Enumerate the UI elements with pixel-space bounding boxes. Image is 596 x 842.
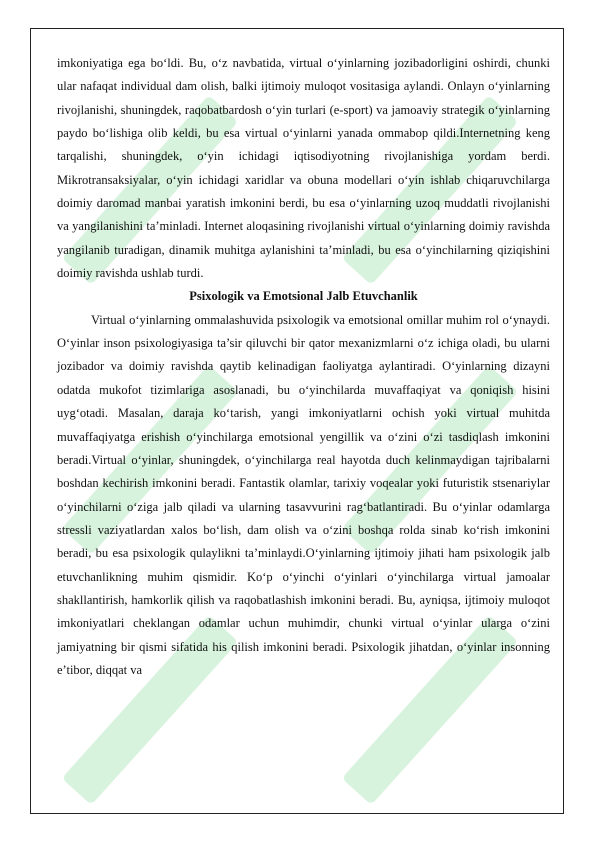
paragraph-1: imkoniyatiga ega bo‘ldi. Bu, o‘z navbatida, virtual o‘yinlarning jozibadorligini oshirdi, chunki ular nafaqat individual dam olish, balki ijtimoiy muloqot vositasiga aylandi. Onlayn o‘yinlarning rivojlanishi, shuningdek, raqobatbardosh o‘yin turlari (e-sport) va jamoaviy strategik o‘yinlarning paydo bo‘lishiga olib keldi, bu esa virtual o‘yinlarni yanada ommabop qildi.Internetning keng tarqalishi, shuningdek, o‘yin ichidagi iqtisodiyotning rivojlanishiga yordam berdi. Mikrotransaksiyalar, o‘yin ichidagi xaridlar va obuna modellari o‘yin ishlab chiqaruvchilarga doimiy daromad manbai yaratish imkonini berdi, bu esa o‘yinlarning uzoq muddatli rivojlanishi va yangilanishini ta’minladi. Internet aloqasining rivojlanishi virtual o‘yinlarning doimiy ravishda yangilanib turadigan, dinamik muhitga aylanishini ta’minladi, bu esa o‘yinchilarning qiziqishini doimiy ravishda ushlab turdi. — [57, 56, 550, 281]
document-body — [57, 52, 550, 682]
paragraph-2: Virtual o‘yinlarning ommalashuvida psixologik va emotsional omillar muhim rol o‘ynaydi. O‘yinlar inson psixologiyasiga ta’sir qiluvchi bir qator mexanizmlarni o‘z ichiga oladi, bu ularni jozibador va doimiy ravishda qaytib kelinadigan faoliyatga aylantiradi. O‘yinlarning dizayni odatda mukofot tizimlariga asoslanadi, bu o‘yinchilarda muvaffaqiyat va qoniqish hisini uyg‘otadi. Masalan, daraja ko‘tarish, yangi imkoniyatlarni ochish yoki virtual muhitda muvaffaqiyatga erishish o‘yinchilarga emotsional yengillik va o‘zini o‘zi tasdiqlash imkonini beradi.Virtual o‘yinlar, shuningdek, o‘yinchilarga real hayotda duch kelinmaydigan tajribalarni boshdan kechirish imkonini beradi. Fantastik olamlar, tarixiy voqealar yoki futuristik stsenariylar o‘yinchilarni o‘ziga jalb qiladi va ularning tasavvurini rag‘batlantiradi. Bu o‘yinlar odamlarga stressli vaziyatlardan xalos bo‘lish, dam olish va o‘zini boshqa rolda sinab ko‘rish imkonini beradi, bu esa psixologik qulaylikni ta’minlaydi.O‘yinlarning ijtimoiy jihati ham psixologik jalb etuvchanlikning muhim qismidir. Ko‘p o‘yinchi o‘yinlari o‘yinchilarga virtual jamoalar shakllantirish, hamkorlik qilish va raqobatlashish imkonini beradi. Bu, ayniqsa, ijtimoiy muloqot imkoniyatlari cheklangan odamlar uchun muhimdir, chunki virtual o‘yinlar ularga o‘zini jamiyatning bir qismi sifatida his qilish imkonini beradi. Psixologik jihatdan, o‘yinlar insonning e’tibor, diqqat va — [57, 312, 550, 677]
section-heading: Psixologik va Emotsional Jalb Etuvchanlik — [189, 289, 418, 304]
